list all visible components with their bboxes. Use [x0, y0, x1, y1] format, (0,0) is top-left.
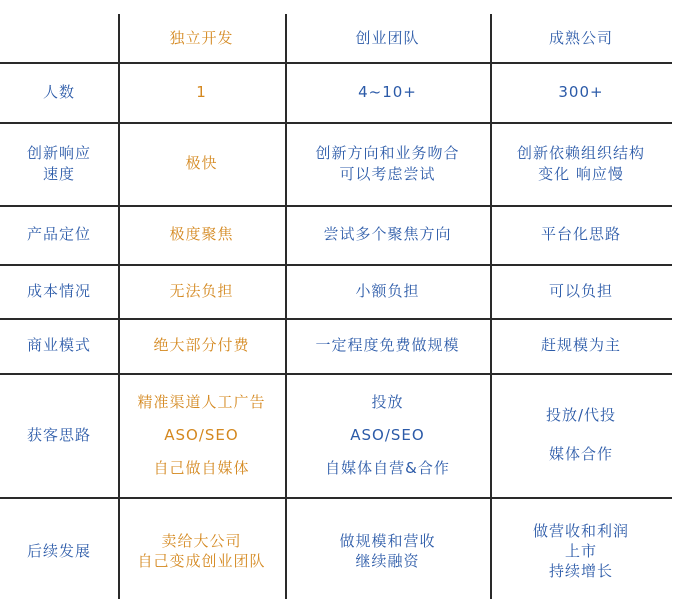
- cell-startup: 小额负担: [355, 281, 420, 300]
- row-label: 人数: [42, 82, 75, 101]
- cell-indie: 极快: [185, 154, 218, 173]
- row-label: 获客思路: [26, 425, 91, 444]
- cell-indie: 卖给大公司 自己变成创业团队: [137, 531, 266, 570]
- row-label: 商业模式: [26, 336, 91, 355]
- row-label: 创新响应 速度: [26, 144, 91, 183]
- cell-startup: 做规模和营收 继续融资: [339, 531, 436, 570]
- cell-startup: 尝试多个聚焦方向: [323, 225, 452, 244]
- cell-startup: 投放 ASO/SEO 自媒体自营&合作: [325, 392, 450, 477]
- cell-indie: 精准渠道人工广告 ASO/SEO 自己做自媒体: [137, 392, 266, 477]
- row-label: 产品定位: [26, 225, 91, 244]
- cell-company: 平台化思路: [540, 225, 621, 244]
- header-company: 成熟公司: [548, 28, 613, 47]
- header-indie: 独立开发: [169, 28, 234, 47]
- cell-startup: 一定程度免费做规模: [315, 336, 460, 355]
- row-label: 成本情况: [26, 281, 91, 300]
- row-label: 后续发展: [26, 541, 91, 560]
- cell-company: 300+: [558, 82, 604, 101]
- cell-indie: 无法负担: [169, 281, 234, 300]
- header-startup: 创业团队: [355, 28, 420, 47]
- cell-startup: 4~10+: [358, 82, 417, 101]
- cell-startup: 创新方向和业务吻合 可以考虑尝试: [315, 144, 460, 183]
- cell-indie: 1: [196, 82, 207, 101]
- cell-company: 投放/代投 媒体合作: [545, 406, 617, 463]
- cell-company: 做营收和利润 上市 持续增长: [532, 521, 629, 581]
- cell-company: 可以负担: [548, 281, 613, 300]
- cell-indie: 绝大部分付费: [153, 336, 250, 355]
- cell-company: 赶规模为主: [540, 336, 621, 355]
- cell-indie: 极度聚焦: [169, 225, 234, 244]
- cell-company: 创新依赖组织结构 变化 响应慢: [516, 144, 645, 183]
